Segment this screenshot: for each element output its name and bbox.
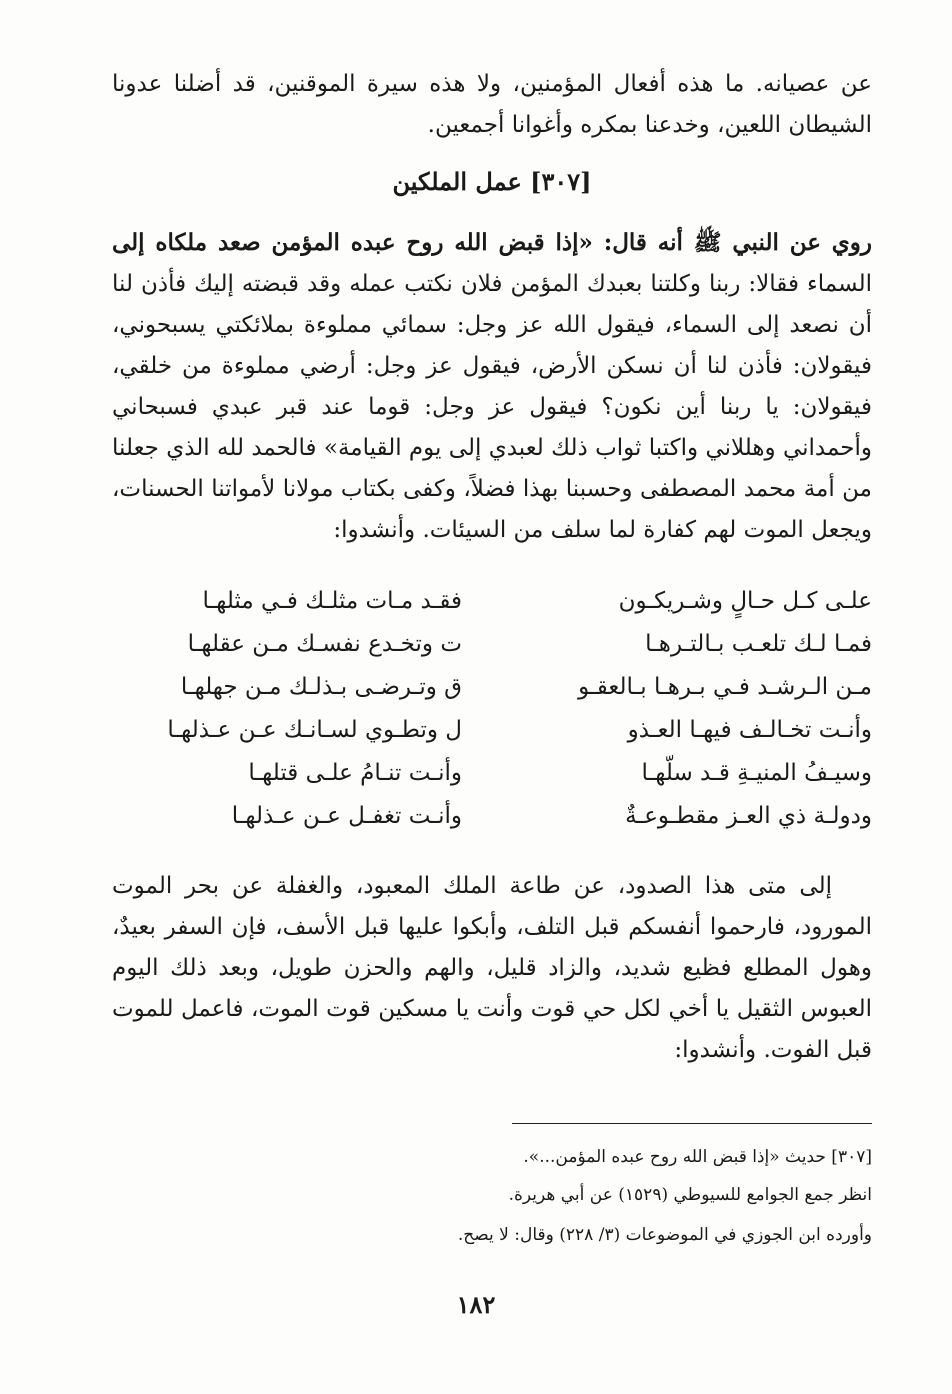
hadith-paragraph [112,222,872,551]
closing-paragraph: إلى متى هذا الصدود، عن طاعة الملك المعبود، والغفلة عن بحر الموت المورود، فارحموا أنفسكم قبل التلف، وأبكوا عليها قبل الأسف، فإن السفر بعيدٌ، وهول المطلع فظيع شديد، والزاد قليل، والهم والحزن طويل، وبعد ذلك اليوم العبوس الثقيل يا أخي لكل حي قوت وأنت يا مسكين قوت الموت، فاعمل للموت قبل الفوت. وأنشدوا: [112,873,872,1063]
poem [112,580,872,838]
verse-second-hemistich: وأنـت تغفـل عـن عـذلهـا [231,803,462,829]
hadith-body: السماء فقالا: ربنا وكلتنا بعبدك المؤمن فلان نكتب عمله وقد قبضته إليك فأذن لنا أن نصعد إلى السماء، فيقول الله عز وجل: سمائي مملوءة بملائكتي يسبحوني، فيقولان: فأذن لنا أن نسكن الأرض، فيقول عز وجل: أرضي مملوءة من خلقي، فيقولان: يا ربنا أين نكون؟ فيقول عز وجل: قوما عند قبر عبدي فسبحاني وأحمداني وهللاني واكتبا ثواب ذلك لعبدي إلى يوم القيامة» فالحمد لله الذي جعلنا من أمة محمد المصطفى وحسبنا بهذا فضلاً، وكفى بكتاب مولانا لأمواتنا الحسنات، ويجعل الموت لهم كفارة لما سلف من السيئات. وأنشدوا: [112,271,872,543]
poem-verse [112,580,872,623]
poem-verse [112,795,872,838]
verse-second-hemistich: فقـد مـات مثلـك فـي مثلهـا [202,588,462,614]
footnote-line: وأورده ابن الجوزي في الموضوعات (٣/ ٢٢٨) وقال: لا يصح. [457,1225,872,1245]
verse-second-hemistich: ق وتـرضـى بـذلـك مـن جهلهـا [180,674,462,700]
verse-first-hemistich: مـن الـرشـد فـي بـرهـا بـالعقـو [578,674,872,700]
footnote-divider [512,1123,872,1124]
poem-verse [112,666,872,709]
section-heading: [٣٠٧] عمل الملكين [392,167,592,196]
page-number: ١٨٢ [456,1290,496,1319]
verse-first-hemistich: ودولـة ذي العـز مقطـوعـةٌ [625,803,872,829]
hadith-lead: روي عن النبي ﷺ أنه قال: «إذا قبض الله روح عبده المؤمن صعد ملكاه إلى [112,229,872,256]
footnote-line: [٣٠٧] حديث «إذا قبض الله روح عبده المؤمن...». [523,1147,872,1167]
verse-second-hemistich: ل وتطـوي لسـانـك عـن عـذلهـا [167,717,462,743]
verse-first-hemistich: وأنـت تخـالـف فيهـا العـذو [627,717,872,743]
verse-first-hemistich: علـى كـل حـالٍ وشـريكـون [618,588,872,614]
poem-verse [112,623,872,666]
verse-second-hemistich: وأنـت تنـامُ علـى قتلهـا [248,760,462,786]
verse-second-hemistich: ت وتخـدع نفسـك مـن عقلهـا [187,631,462,657]
footnote-line: انظر جمع الجوامع للسيوطي (١٥٢٩) عن أبي هريرة. [508,1185,872,1205]
top-paragraph: عن عصيانه. ما هذه أفعال المؤمنين، ولا هذه سيرة الموقنين، قد أضلنا عدونا الشيطان اللعين، وخدعنا بمكره وأغوانا أجمعين. [112,71,872,138]
poem-verse [112,709,872,752]
verse-first-hemistich: فمـا لـك تلعـب بـالتـرهـا [645,631,872,657]
poem-verse [112,752,872,795]
verse-first-hemistich: وسيـفُ المنيـةِ قـد سلّهـا [641,760,872,786]
